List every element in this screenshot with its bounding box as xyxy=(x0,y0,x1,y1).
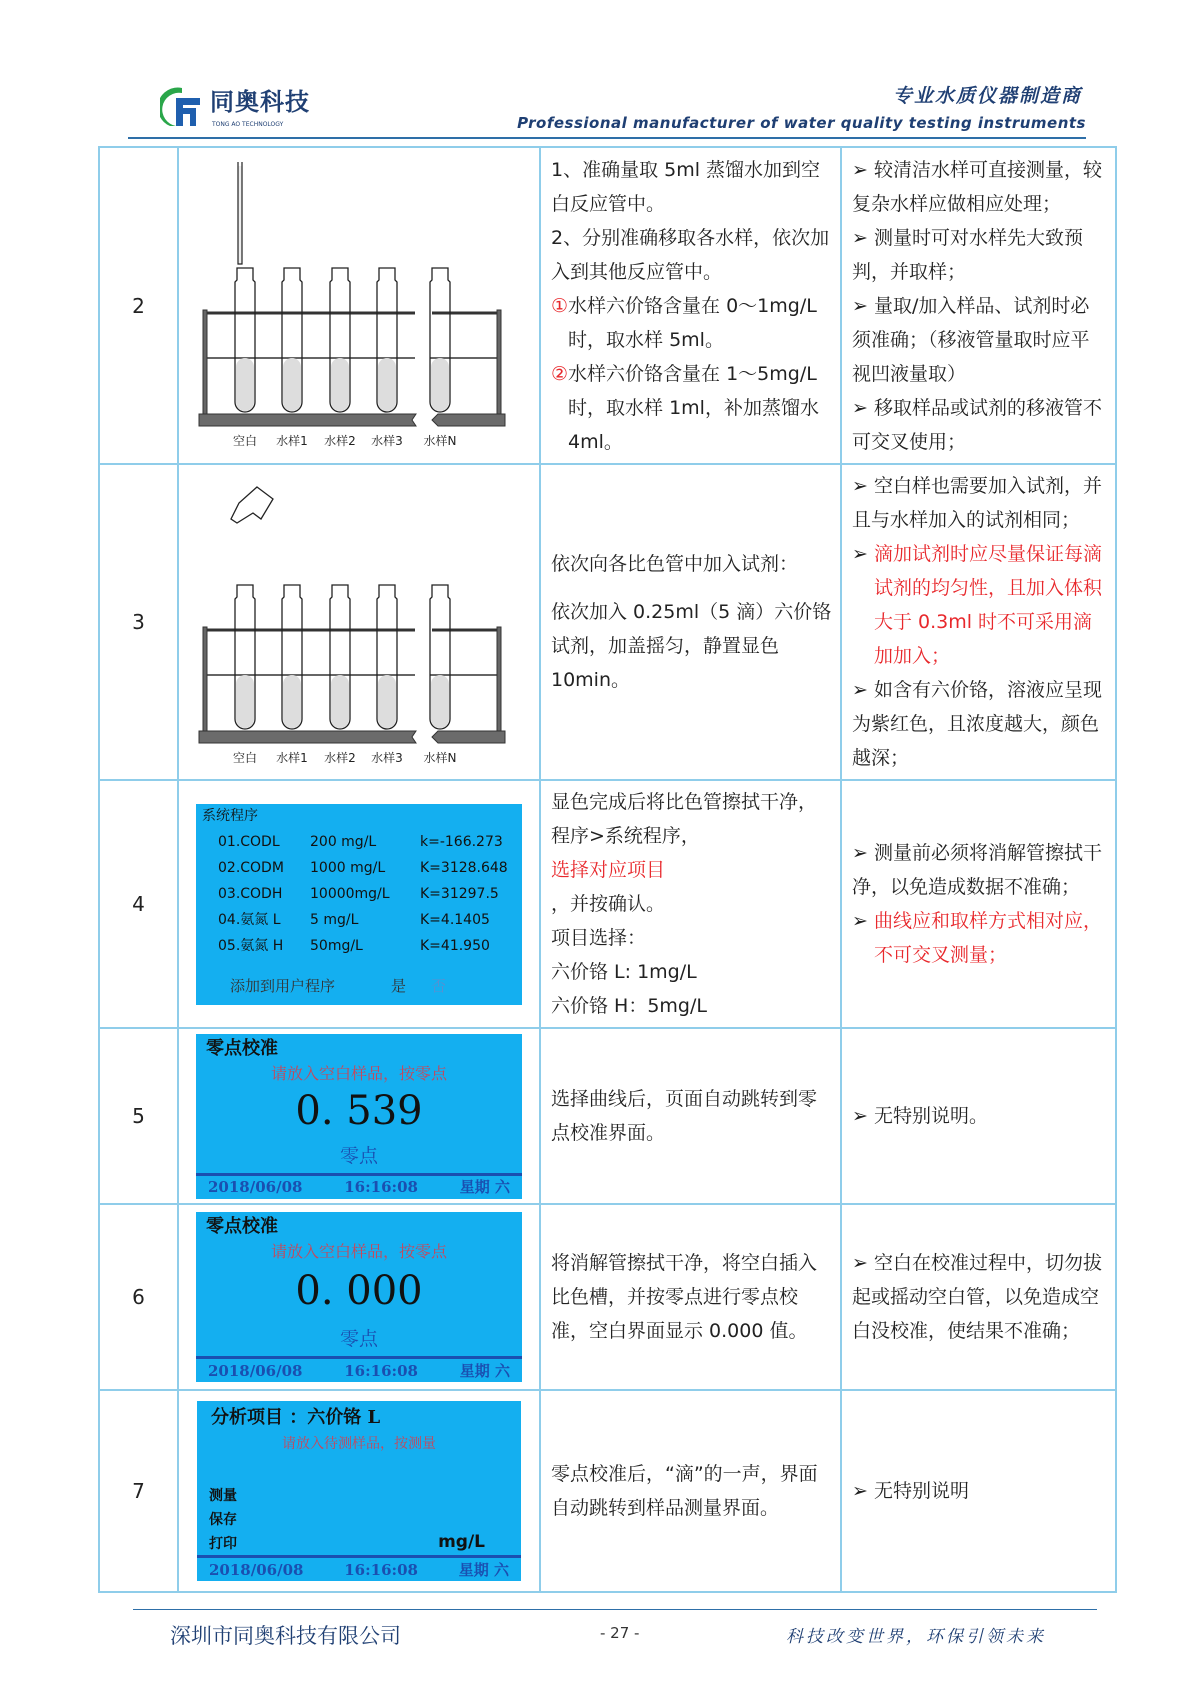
step-line xyxy=(551,289,832,357)
cell-text: 02.CODM xyxy=(218,859,284,876)
table-row xyxy=(99,147,1116,464)
step-text: ，并按确认。 xyxy=(551,893,666,915)
note-item: ➢ 测量时可对水样先大致预判，并取样； xyxy=(852,226,1083,283)
rack-post xyxy=(203,627,207,731)
tube-liquid xyxy=(236,358,254,411)
tube-rack-svg xyxy=(179,150,539,450)
step-text: 六价铬 L: 1mg/L xyxy=(551,961,697,983)
note-item-warning: 滴加试剂时应尽量保证每滴试剂的均匀性，且加入体积大于 0.3ml 时不可采用滴加加入； xyxy=(873,543,1102,667)
pipette-icon xyxy=(238,162,242,264)
step-text: 项目选择： xyxy=(551,927,647,949)
rack-base xyxy=(432,414,505,426)
tube-label: 水样3 xyxy=(371,750,403,765)
step-number: 4 xyxy=(99,780,178,1028)
status-bar xyxy=(196,1173,522,1199)
table-row xyxy=(99,464,1116,780)
step-text: 显色完成后将比色管擦拭干净，程序>系统程序， xyxy=(551,791,818,847)
program-item xyxy=(218,911,516,929)
tube-label: 水样1 xyxy=(276,750,308,765)
rack-base xyxy=(432,731,505,743)
logo-text: 同奥科技 xyxy=(210,88,310,116)
tube-rack-pipette-figure xyxy=(179,150,539,461)
date: 2018/06/08 xyxy=(209,1560,304,1579)
cell-text: K=31297.5 xyxy=(420,885,499,902)
step-text: 1、准确量取 5ml 蒸馏水加到空白反应管中。 xyxy=(551,158,821,215)
tube-label: 水样2 xyxy=(324,750,356,765)
note-item: ➢ 移取样品或试剂的移液管不可交叉使用； xyxy=(852,396,1102,453)
cell-text: 1000 mg/L xyxy=(310,859,386,876)
sample-measurement-screen xyxy=(197,1401,521,1581)
tube-liquid xyxy=(331,358,349,411)
step-description xyxy=(540,780,841,1028)
program-item xyxy=(218,859,516,877)
step-text: 依次加入 0.25ml（5 滴）六价铬试剂，加盖摇匀，静置显色 10min。 xyxy=(551,601,832,691)
circled-number: ② xyxy=(551,362,569,385)
tube-liquid xyxy=(236,675,254,728)
option-no[interactable]: 否 xyxy=(431,976,447,995)
step-number: 3 xyxy=(99,464,178,780)
step-text: 水样六价铬含量在 0～1mg/L 时，取水样 5ml。 xyxy=(568,294,817,351)
table-row xyxy=(99,780,1116,1028)
footer-company: 深圳市同奥科技有限公司 xyxy=(170,1624,401,1648)
tube-liquid xyxy=(431,358,449,411)
note-item: ➢ 无特别说明 xyxy=(852,1480,969,1502)
rack-post xyxy=(203,310,207,414)
time: 16:16:08 xyxy=(344,1178,418,1196)
program-item xyxy=(218,937,516,955)
tube-liquid xyxy=(331,675,349,728)
step-text: 2、分别准确移取各水样，依次加入到其他反应管中。 xyxy=(551,226,830,283)
cell-text: 5 mg/L xyxy=(310,911,359,928)
note-item: ➢ 量取/加入样品、试剂时必须准确；（移液管量取时应平视凹液量取） xyxy=(852,294,1090,385)
note-line xyxy=(852,904,1107,972)
zero-button-label: 零点 xyxy=(339,1328,378,1350)
screen-prompt: 请放入空白样品，按零点 xyxy=(270,1242,447,1261)
page-number: - 27 - xyxy=(600,1624,640,1642)
slogan-english: Professional manufacturer of water quality testing instruments xyxy=(517,114,1086,132)
tube-rack-svg xyxy=(179,467,539,767)
step-number: 7 xyxy=(99,1390,178,1592)
time: 16:16:08 xyxy=(344,1361,418,1380)
note-bullet: ➢ xyxy=(852,910,874,932)
step-text-highlight: 选择对应项目 xyxy=(551,859,666,881)
step-text: 选择曲线后，页面自动跳转到零点校准界面。 xyxy=(551,1088,818,1144)
menu-measure: 测量 xyxy=(209,1488,237,1504)
logo-subtitle: TONG AO TECHNOLOGY xyxy=(212,121,284,128)
company-logo-icon xyxy=(160,86,204,130)
tube-liquid xyxy=(378,675,396,728)
date: 2018/06/08 xyxy=(208,1361,303,1380)
step-description xyxy=(540,1390,841,1592)
status-bar xyxy=(197,1555,521,1581)
step-description xyxy=(540,1028,841,1204)
menu-print: 打印 xyxy=(209,1536,237,1552)
note-item: ➢ 较清洁水样可直接测量，较复杂水样应做相应处理； xyxy=(852,158,1102,215)
tube-liquid xyxy=(283,675,301,728)
dropper-bottle-icon xyxy=(231,487,273,523)
cell-text: 04.氨氮 L xyxy=(218,911,281,928)
rack-base xyxy=(199,731,416,743)
cell-text: K=3128.648 xyxy=(420,859,508,876)
program-item xyxy=(218,885,516,903)
date: 2018/06/08 xyxy=(208,1178,303,1196)
cell-text: 01.CODL xyxy=(218,833,280,850)
step-text: 六价铬 H：5mg/L xyxy=(551,995,707,1017)
step-text: 将消解管擦拭干净，将空白插入比色槽，并按零点进行零点校准，空白界面显示 0.000 值。 xyxy=(551,1252,818,1342)
step-notes xyxy=(841,147,1116,464)
cell-text: 50mg/L xyxy=(310,937,363,954)
step-number: 5 xyxy=(99,1028,178,1204)
zero-button-label: 零点 xyxy=(339,1144,378,1167)
zero-value-readout: 0. 539 xyxy=(295,1087,423,1134)
procedure-table xyxy=(98,146,1117,1593)
cell-text: 03.CODH xyxy=(218,885,283,902)
time: 16:16:08 xyxy=(344,1560,418,1579)
table-row xyxy=(99,1028,1116,1204)
program-item xyxy=(218,833,516,851)
zero-value-readout: 0. 000 xyxy=(295,1268,423,1314)
menu-save: 保存 xyxy=(209,1512,237,1528)
cell-text: 05.氨氮 H xyxy=(218,937,284,954)
step-number: 2 xyxy=(99,147,178,464)
step-text: 零点校准后，“滴”的一声，界面自动跳转到样品测量界面。 xyxy=(551,1463,818,1519)
system-program-screen xyxy=(196,804,522,1005)
screen-prompt: 请放入待测样品，按测量 xyxy=(282,1436,436,1452)
footer-motto: 科技改变世界，环保引领未来 xyxy=(786,1627,1046,1647)
note-line xyxy=(852,537,1107,673)
step-text: 水样六价铬含量在 1～5mg/L 时，取水样 1ml，补加蒸馏水 4ml。 xyxy=(568,362,819,453)
circled-number: ① xyxy=(551,294,569,317)
step-description xyxy=(540,147,841,464)
cell-text: 10000mg/L xyxy=(310,885,390,902)
option-yes[interactable]: 是 xyxy=(391,976,407,995)
weekday: 星期 六 xyxy=(459,1361,510,1380)
zero-calibration-screen xyxy=(196,1212,522,1382)
unit-label: mg/L xyxy=(438,1532,485,1552)
rack-post xyxy=(497,310,501,414)
tube-liquid xyxy=(283,358,301,411)
note-bullet: ➢ xyxy=(852,543,874,565)
step-notes xyxy=(841,1390,1116,1592)
step-notes xyxy=(841,1028,1116,1204)
table-row xyxy=(99,1390,1116,1592)
cell-text: k=-166.273 xyxy=(420,833,503,850)
screen-title: 零点校准 xyxy=(206,1216,278,1237)
cell-text: K=4.1405 xyxy=(420,911,490,928)
footer-divider xyxy=(133,1609,1097,1610)
header-divider xyxy=(128,137,1086,139)
tube-label: 水样1 xyxy=(276,434,308,448)
add-to-user-program-label: 添加到用户程序 xyxy=(230,976,336,995)
weekday: 星期 六 xyxy=(458,1560,509,1579)
tube-liquid xyxy=(378,358,396,411)
step-number: 6 xyxy=(99,1204,178,1390)
tube-label: 水样N xyxy=(423,434,457,448)
step-text: 依次向各比色管中加入试剂： xyxy=(551,553,799,575)
step-description xyxy=(540,1204,841,1390)
tube-label: 空白 xyxy=(232,434,258,448)
tube-label: 空白 xyxy=(232,750,258,765)
rack-base xyxy=(199,414,416,426)
rack-post xyxy=(497,627,501,731)
note-item: ➢ 测量前必须将消解管擦拭干净，以免造成数据不准确； xyxy=(852,842,1102,898)
screen-prompt: 请放入空白样品，按零点 xyxy=(270,1063,447,1083)
tube-label: 水样2 xyxy=(324,434,356,448)
tube-label: 水样3 xyxy=(371,434,403,448)
tube-rack-dropper-figure xyxy=(179,467,539,778)
tube-liquid xyxy=(431,675,449,728)
step-description xyxy=(540,464,841,780)
cell-text: K=41.950 xyxy=(420,937,490,954)
screen-title: 分析项目 ：六价铬 L xyxy=(211,1407,381,1428)
note-item-warning: 曲线应和取样方式相对应，不可交叉测量； xyxy=(873,910,1102,966)
screen-title: 系统程序 xyxy=(202,807,258,824)
weekday: 星期 六 xyxy=(459,1178,510,1196)
zero-calibration-screen xyxy=(196,1034,522,1199)
cell-text: 200 mg/L xyxy=(310,833,377,850)
step-notes xyxy=(841,464,1116,780)
status-bar xyxy=(196,1356,522,1382)
note-item: ➢ 无特别说明。 xyxy=(852,1105,988,1127)
step-line xyxy=(551,357,832,459)
note-item: ➢ 空白在校准过程中，切勿拔起或摇动空白管，以免造成空白没校准，使结果不准确； xyxy=(852,1252,1102,1342)
note-item: ➢ 空白样也需要加入试剂，并且与水样加入的试剂相同； xyxy=(852,475,1102,531)
step-notes xyxy=(841,1204,1116,1390)
tube-label: 水样N xyxy=(423,750,457,765)
step-notes xyxy=(841,780,1116,1028)
table-row xyxy=(99,1204,1116,1390)
note-item: ➢ 如含有六价铬，溶液应呈现为紫红色，且浓度越大，颜色越深； xyxy=(852,679,1102,769)
screen-title: 零点校准 xyxy=(206,1037,278,1059)
slogan-chinese: 专业水质仪器制造商 xyxy=(892,85,1082,107)
